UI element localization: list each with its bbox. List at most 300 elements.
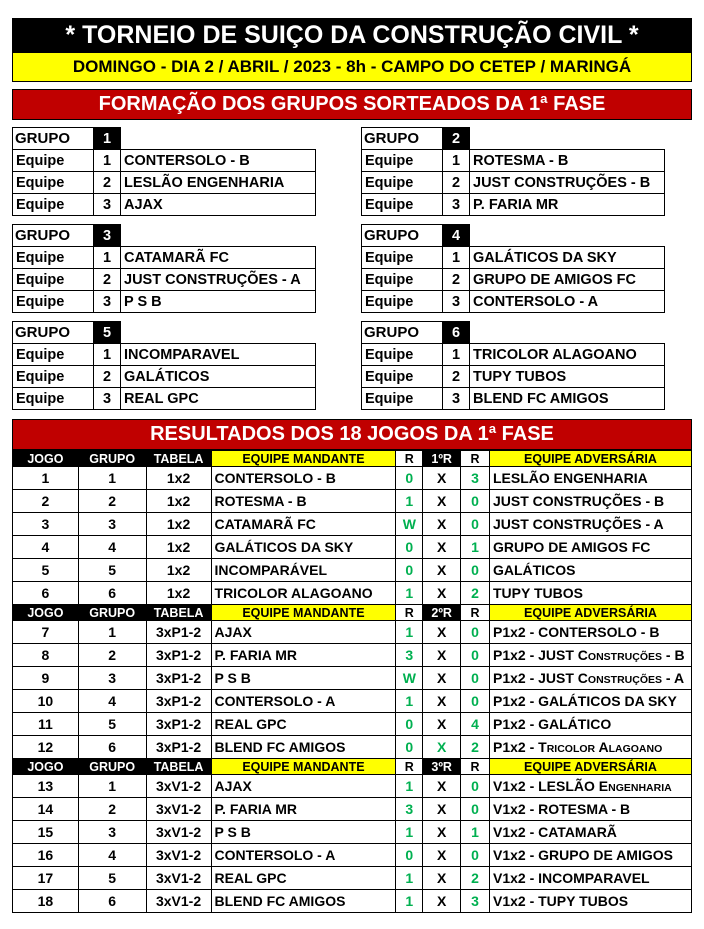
- game-number: 17: [13, 867, 79, 890]
- away-score: 1: [461, 536, 490, 559]
- home-score: 1: [396, 890, 423, 913]
- away-team-smallcaps: ONSTRUÇÕES: [587, 674, 663, 686]
- group-label: GRUPO: [362, 128, 443, 150]
- col-jogo: JOGO: [13, 451, 79, 467]
- group-team-row: [362, 388, 665, 410]
- group-label: GRUPO: [13, 322, 94, 344]
- group-header-spacer: [121, 322, 316, 344]
- home-team: BLEND FC AMIGOS: [211, 736, 396, 759]
- versus-mark: X: [423, 890, 461, 913]
- group-team-row: [13, 194, 316, 216]
- group-number: 2: [443, 128, 470, 150]
- game-table-code: 1x2: [146, 559, 211, 582]
- game-row: [13, 736, 692, 759]
- col-r-home: R: [396, 451, 423, 467]
- away-score: 0: [461, 775, 490, 798]
- versus-mark: X: [423, 844, 461, 867]
- away-team-smallcaps: RICOLOR: [546, 743, 596, 755]
- col-grupo: GRUPO: [78, 759, 146, 775]
- team-position: 2: [94, 366, 121, 388]
- home-score: 1: [396, 690, 423, 713]
- team-name: GALÁTICOS: [121, 366, 316, 388]
- group-team-row: [13, 172, 316, 194]
- away-team: JUST CONSTRUÇÕES - B: [492, 493, 665, 509]
- game-number: 13: [13, 775, 79, 798]
- team-name: P S B: [121, 291, 316, 313]
- team-name: ROTESMA - B: [470, 150, 665, 172]
- away-score: 0: [461, 513, 490, 536]
- home-team: CONTERSOLO - B: [211, 467, 396, 490]
- away-team-cell: [489, 890, 691, 913]
- team-label: Equipe: [362, 269, 443, 291]
- game-row: [13, 867, 692, 890]
- game-group: 3: [78, 667, 146, 690]
- away-team-cell: [489, 798, 691, 821]
- game-group: 2: [78, 644, 146, 667]
- away-team: P1x2 - T: [492, 739, 547, 755]
- versus-mark: X: [423, 536, 461, 559]
- game-row: [13, 821, 692, 844]
- team-position: 2: [443, 269, 470, 291]
- round-label: 3ºR: [423, 759, 461, 775]
- away-score: 3: [461, 467, 490, 490]
- col-mandante: EQUIPE MANDANTE: [211, 451, 396, 467]
- home-score: 0: [396, 559, 423, 582]
- away-team-cell: [489, 559, 691, 582]
- away-team-cell: [489, 513, 691, 536]
- away-team: V1x2 - TUPY TUBOS: [492, 893, 629, 909]
- game-group: 6: [78, 736, 146, 759]
- away-team: GRUPO DE AMIGOS FC: [492, 539, 651, 555]
- team-name: TRICOLOR ALAGOANO: [470, 344, 665, 366]
- away-score: 2: [461, 867, 490, 890]
- away-score: 0: [461, 559, 490, 582]
- group-team-row: [362, 344, 665, 366]
- game-group: 5: [78, 559, 146, 582]
- game-row: [13, 775, 692, 798]
- game-group: 2: [78, 798, 146, 821]
- col-mandante: EQUIPE MANDANTE: [211, 759, 396, 775]
- group-table-2: [361, 127, 665, 216]
- col-grupo: GRUPO: [78, 605, 146, 621]
- team-name: JUST CONSTRUÇÕES - A: [121, 269, 316, 291]
- home-score: 1: [396, 775, 423, 798]
- game-row: [13, 667, 692, 690]
- game-row: [13, 798, 692, 821]
- game-table-code: 3xV1-2: [146, 890, 211, 913]
- game-row: [13, 536, 692, 559]
- game-group: 4: [78, 536, 146, 559]
- group-header-spacer: [470, 322, 665, 344]
- game-row: [13, 713, 692, 736]
- game-group: 1: [78, 621, 146, 644]
- away-team: GALÁTICOS: [492, 562, 576, 578]
- away-score: 0: [461, 844, 490, 867]
- group-team-row: [362, 366, 665, 388]
- versus-mark: X: [423, 559, 461, 582]
- team-position: 3: [94, 388, 121, 410]
- away-team: P1x2 - CONTERSOLO - B: [492, 624, 660, 640]
- game-table-code: 1x2: [146, 536, 211, 559]
- versus-mark: X: [423, 736, 461, 759]
- game-table-code: 3xV1-2: [146, 798, 211, 821]
- game-group: 5: [78, 713, 146, 736]
- home-score: W: [396, 667, 423, 690]
- home-score: 1: [396, 582, 423, 605]
- group-label: GRUPO: [362, 225, 443, 247]
- game-group: 4: [78, 844, 146, 867]
- game-row: [13, 621, 692, 644]
- group-table-5: [12, 321, 316, 410]
- away-team-cell: [489, 775, 691, 798]
- away-team-cell: [489, 536, 691, 559]
- game-number: 8: [13, 644, 79, 667]
- group-label: GRUPO: [13, 128, 94, 150]
- group-table-1: [12, 127, 316, 216]
- away-score: 0: [461, 490, 490, 513]
- group-header: [362, 128, 665, 150]
- game-table-code: 3xV1-2: [146, 775, 211, 798]
- home-team: P. FARIA MR: [211, 798, 396, 821]
- group-number: 4: [443, 225, 470, 247]
- team-position: 1: [94, 247, 121, 269]
- round-header: [13, 759, 692, 775]
- col-r-home: R: [396, 605, 423, 621]
- home-score: 1: [396, 867, 423, 890]
- home-team: P S B: [211, 821, 396, 844]
- team-name: TUPY TUBOS: [470, 366, 665, 388]
- team-label: Equipe: [362, 150, 443, 172]
- game-table-code: 3xP1-2: [146, 667, 211, 690]
- group-team-row: [13, 247, 316, 269]
- group-team-row: [13, 291, 316, 313]
- home-team: INCOMPARÁVEL: [211, 559, 396, 582]
- group-header: [362, 322, 665, 344]
- game-number: 1: [13, 467, 79, 490]
- home-team: AJAX: [211, 775, 396, 798]
- versus-mark: X: [423, 467, 461, 490]
- col-jogo: JOGO: [13, 759, 79, 775]
- game-table-code: 3xV1-2: [146, 844, 211, 867]
- group-team-row: [362, 247, 665, 269]
- group-table-4: [361, 224, 665, 313]
- home-score: 0: [396, 736, 423, 759]
- groups-section-title: FORMAÇÃO DOS GRUPOS SORTEADOS DA 1ª FASE: [12, 89, 692, 120]
- away-team: V1x2 - LESLÃO E: [492, 778, 609, 794]
- home-team: TRICOLOR ALAGOANO: [211, 582, 396, 605]
- away-score: 4: [461, 713, 490, 736]
- away-team-cell: [489, 667, 691, 690]
- game-number: 6: [13, 582, 79, 605]
- game-group: 6: [78, 582, 146, 605]
- team-name: GALÁTICOS DA SKY: [470, 247, 665, 269]
- team-position: 3: [443, 194, 470, 216]
- home-team: ROTESMA - B: [211, 490, 396, 513]
- team-label: Equipe: [13, 291, 94, 313]
- game-table-code: 1x2: [146, 513, 211, 536]
- team-label: Equipe: [13, 150, 94, 172]
- col-mandante: EQUIPE MANDANTE: [211, 605, 396, 621]
- away-team: P1x2 - JUST C: [492, 670, 588, 686]
- game-table-code: 3xP1-2: [146, 644, 211, 667]
- team-position: 3: [94, 291, 121, 313]
- group-header-spacer: [121, 225, 316, 247]
- col-grupo: GRUPO: [78, 451, 146, 467]
- team-position: 1: [94, 150, 121, 172]
- home-score: 0: [396, 713, 423, 736]
- group-header: [13, 128, 316, 150]
- team-label: Equipe: [13, 194, 94, 216]
- team-label: Equipe: [13, 344, 94, 366]
- game-table-code: 3xP1-2: [146, 713, 211, 736]
- home-team: P S B: [211, 667, 396, 690]
- game-number: 18: [13, 890, 79, 913]
- away-team: V1x2 - INCOMPARAVEL: [492, 870, 650, 886]
- game-number: 11: [13, 713, 79, 736]
- team-position: 1: [443, 150, 470, 172]
- away-team-cell: [489, 736, 691, 759]
- home-score: 3: [396, 644, 423, 667]
- round-header: [13, 451, 692, 467]
- away-score: 0: [461, 667, 490, 690]
- away-team: P1x2 - JUST C: [492, 647, 588, 663]
- game-number: 16: [13, 844, 79, 867]
- game-group: 3: [78, 821, 146, 844]
- home-team: AJAX: [211, 621, 396, 644]
- group-label: GRUPO: [362, 322, 443, 344]
- away-team: V1x2 - GRUPO DE AMIGOS: [492, 847, 673, 863]
- team-name: CATAMARÃ FC: [121, 247, 316, 269]
- versus-mark: X: [423, 867, 461, 890]
- game-group: 3: [78, 513, 146, 536]
- group-header: [13, 322, 316, 344]
- away-score: 2: [461, 582, 490, 605]
- group-number: 1: [94, 128, 121, 150]
- away-team: LESLÃO ENGENHARIA: [492, 470, 648, 486]
- home-score: 0: [396, 844, 423, 867]
- away-team-suffix: - A: [662, 670, 685, 686]
- away-team-cell: [489, 490, 691, 513]
- team-position: 2: [443, 172, 470, 194]
- col-tabela: TABELA: [146, 759, 211, 775]
- col-r-away: R: [461, 605, 490, 621]
- group-team-row: [362, 172, 665, 194]
- team-label: Equipe: [362, 388, 443, 410]
- game-number: 14: [13, 798, 79, 821]
- round-label: 2ºR: [423, 605, 461, 621]
- team-label: Equipe: [13, 247, 94, 269]
- game-number: 4: [13, 536, 79, 559]
- group-team-row: [362, 291, 665, 313]
- home-team: GALÁTICOS DA SKY: [211, 536, 396, 559]
- team-name: BLEND FC AMIGOS: [470, 388, 665, 410]
- group-team-row: [13, 269, 316, 291]
- col-adversaria: EQUIPE ADVERSÁRIA: [489, 605, 691, 621]
- home-team: CONTERSOLO - A: [211, 844, 396, 867]
- group-number: 5: [94, 322, 121, 344]
- group-team-row: [13, 388, 316, 410]
- group-team-row: [13, 150, 316, 172]
- versus-mark: X: [423, 798, 461, 821]
- group-table-3: [12, 224, 316, 313]
- versus-mark: X: [423, 667, 461, 690]
- away-team-cell: [489, 867, 691, 890]
- game-row: [13, 490, 692, 513]
- game-group: 1: [78, 467, 146, 490]
- home-team: CONTERSOLO - A: [211, 690, 396, 713]
- home-score: 1: [396, 621, 423, 644]
- versus-mark: X: [423, 690, 461, 713]
- game-table-code: 3xP1-2: [146, 621, 211, 644]
- away-team: JUST CONSTRUÇÕES - A: [492, 516, 664, 532]
- game-group: 5: [78, 867, 146, 890]
- game-number: 5: [13, 559, 79, 582]
- team-label: Equipe: [13, 269, 94, 291]
- game-table-code: 3xV1-2: [146, 867, 211, 890]
- away-score: 0: [461, 690, 490, 713]
- col-r-away: R: [461, 451, 490, 467]
- team-label: Equipe: [362, 344, 443, 366]
- round-label: 1ºR: [423, 451, 461, 467]
- group-team-row: [13, 344, 316, 366]
- away-team: P1x2 - GALÁTICO: [492, 716, 612, 732]
- game-table-code: 3xV1-2: [146, 821, 211, 844]
- team-name: CONTERSOLO - A: [470, 291, 665, 313]
- team-label: Equipe: [362, 366, 443, 388]
- versus-mark: X: [423, 713, 461, 736]
- col-tabela: TABELA: [146, 605, 211, 621]
- game-row: [13, 513, 692, 536]
- team-label: Equipe: [362, 247, 443, 269]
- team-position: 3: [94, 194, 121, 216]
- home-team: CATAMARÃ FC: [211, 513, 396, 536]
- group-team-row: [362, 194, 665, 216]
- away-team: V1x2 - CATAMARÃ: [492, 824, 617, 840]
- team-name: AJAX: [121, 194, 316, 216]
- home-score: 3: [396, 798, 423, 821]
- versus-mark: X: [423, 490, 461, 513]
- away-team-cell: [489, 621, 691, 644]
- team-label: Equipe: [362, 194, 443, 216]
- away-team-suffix: A: [595, 739, 609, 755]
- group-label: GRUPO: [13, 225, 94, 247]
- team-name: JUST CONSTRUÇÕES - B: [470, 172, 665, 194]
- team-position: 2: [94, 172, 121, 194]
- versus-mark: X: [423, 775, 461, 798]
- col-adversaria: EQUIPE ADVERSÁRIA: [489, 451, 691, 467]
- home-score: 0: [396, 467, 423, 490]
- away-team: V1x2 - ROTESMA - B: [492, 801, 631, 817]
- away-team-cell: [489, 582, 691, 605]
- away-score: 0: [461, 798, 490, 821]
- versus-mark: X: [423, 644, 461, 667]
- game-row: [13, 582, 692, 605]
- home-score: 0: [396, 536, 423, 559]
- team-name: REAL GPC: [121, 388, 316, 410]
- game-table-code: 3xP1-2: [146, 690, 211, 713]
- away-team-cell: [489, 690, 691, 713]
- game-table-code: 1x2: [146, 467, 211, 490]
- game-row: [13, 844, 692, 867]
- home-team: P. FARIA MR: [211, 644, 396, 667]
- game-group: 6: [78, 890, 146, 913]
- away-team-smallcaps-2: LAGOANO: [608, 743, 663, 755]
- group-header-spacer: [121, 128, 316, 150]
- home-score: 1: [396, 821, 423, 844]
- away-team-cell: [489, 844, 691, 867]
- group-team-row: [362, 150, 665, 172]
- home-team: BLEND FC AMIGOS: [211, 890, 396, 913]
- group-header-spacer: [470, 225, 665, 247]
- home-score: W: [396, 513, 423, 536]
- versus-mark: X: [423, 621, 461, 644]
- group-number: 6: [443, 322, 470, 344]
- away-team-cell: [489, 713, 691, 736]
- team-label: Equipe: [362, 172, 443, 194]
- col-adversaria: EQUIPE ADVERSÁRIA: [489, 759, 691, 775]
- game-number: 12: [13, 736, 79, 759]
- away-score: 2: [461, 736, 490, 759]
- away-score: 0: [461, 621, 490, 644]
- team-name: LESLÃO ENGENHARIA: [121, 172, 316, 194]
- game-row: [13, 559, 692, 582]
- away-team: TUPY TUBOS: [492, 585, 583, 601]
- team-position: 1: [94, 344, 121, 366]
- versus-mark: X: [423, 513, 461, 536]
- away-team-cell: [489, 821, 691, 844]
- away-score: 1: [461, 821, 490, 844]
- col-tabela: TABELA: [146, 451, 211, 467]
- away-score: 3: [461, 890, 490, 913]
- group-team-row: [13, 366, 316, 388]
- team-position: 1: [443, 247, 470, 269]
- game-number: 7: [13, 621, 79, 644]
- team-label: Equipe: [13, 388, 94, 410]
- away-team-cell: [489, 644, 691, 667]
- home-team: REAL GPC: [211, 713, 396, 736]
- game-table-code: 3xP1-2: [146, 736, 211, 759]
- col-r-away: R: [461, 759, 490, 775]
- game-number: 3: [13, 513, 79, 536]
- game-number: 15: [13, 821, 79, 844]
- team-name: INCOMPARAVEL: [121, 344, 316, 366]
- team-name: CONTERSOLO - B: [121, 150, 316, 172]
- group-number: 3: [94, 225, 121, 247]
- results-table: [12, 450, 692, 913]
- away-team: P1x2 - GALÁTICOS DA SKY: [492, 693, 677, 709]
- versus-mark: X: [423, 821, 461, 844]
- team-label: Equipe: [362, 291, 443, 313]
- tournament-title: * TORNEIO DE SUIÇO DA CONSTRUÇÃO CIVIL *: [12, 18, 692, 52]
- group-table-6: [361, 321, 665, 410]
- game-group: 2: [78, 490, 146, 513]
- versus-mark: X: [423, 582, 461, 605]
- team-position: 2: [94, 269, 121, 291]
- group-header-spacer: [470, 128, 665, 150]
- away-team-smallcaps: NGENHARIA: [608, 782, 672, 794]
- game-number: 2: [13, 490, 79, 513]
- game-row: [13, 467, 692, 490]
- event-info-subtitle: DOMINGO - DIA 2 / ABRIL / 2023 - 8h - CAMPO DO CETEP / MARINGÁ: [12, 52, 692, 82]
- away-team-suffix: - B: [662, 647, 685, 663]
- team-position: 3: [443, 388, 470, 410]
- group-header: [13, 225, 316, 247]
- results-section-title: RESULTADOS DOS 18 JOGOS DA 1ª FASE: [12, 419, 692, 450]
- group-team-row: [362, 269, 665, 291]
- team-name: P. FARIA MR: [470, 194, 665, 216]
- team-position: 1: [443, 344, 470, 366]
- col-r-home: R: [396, 759, 423, 775]
